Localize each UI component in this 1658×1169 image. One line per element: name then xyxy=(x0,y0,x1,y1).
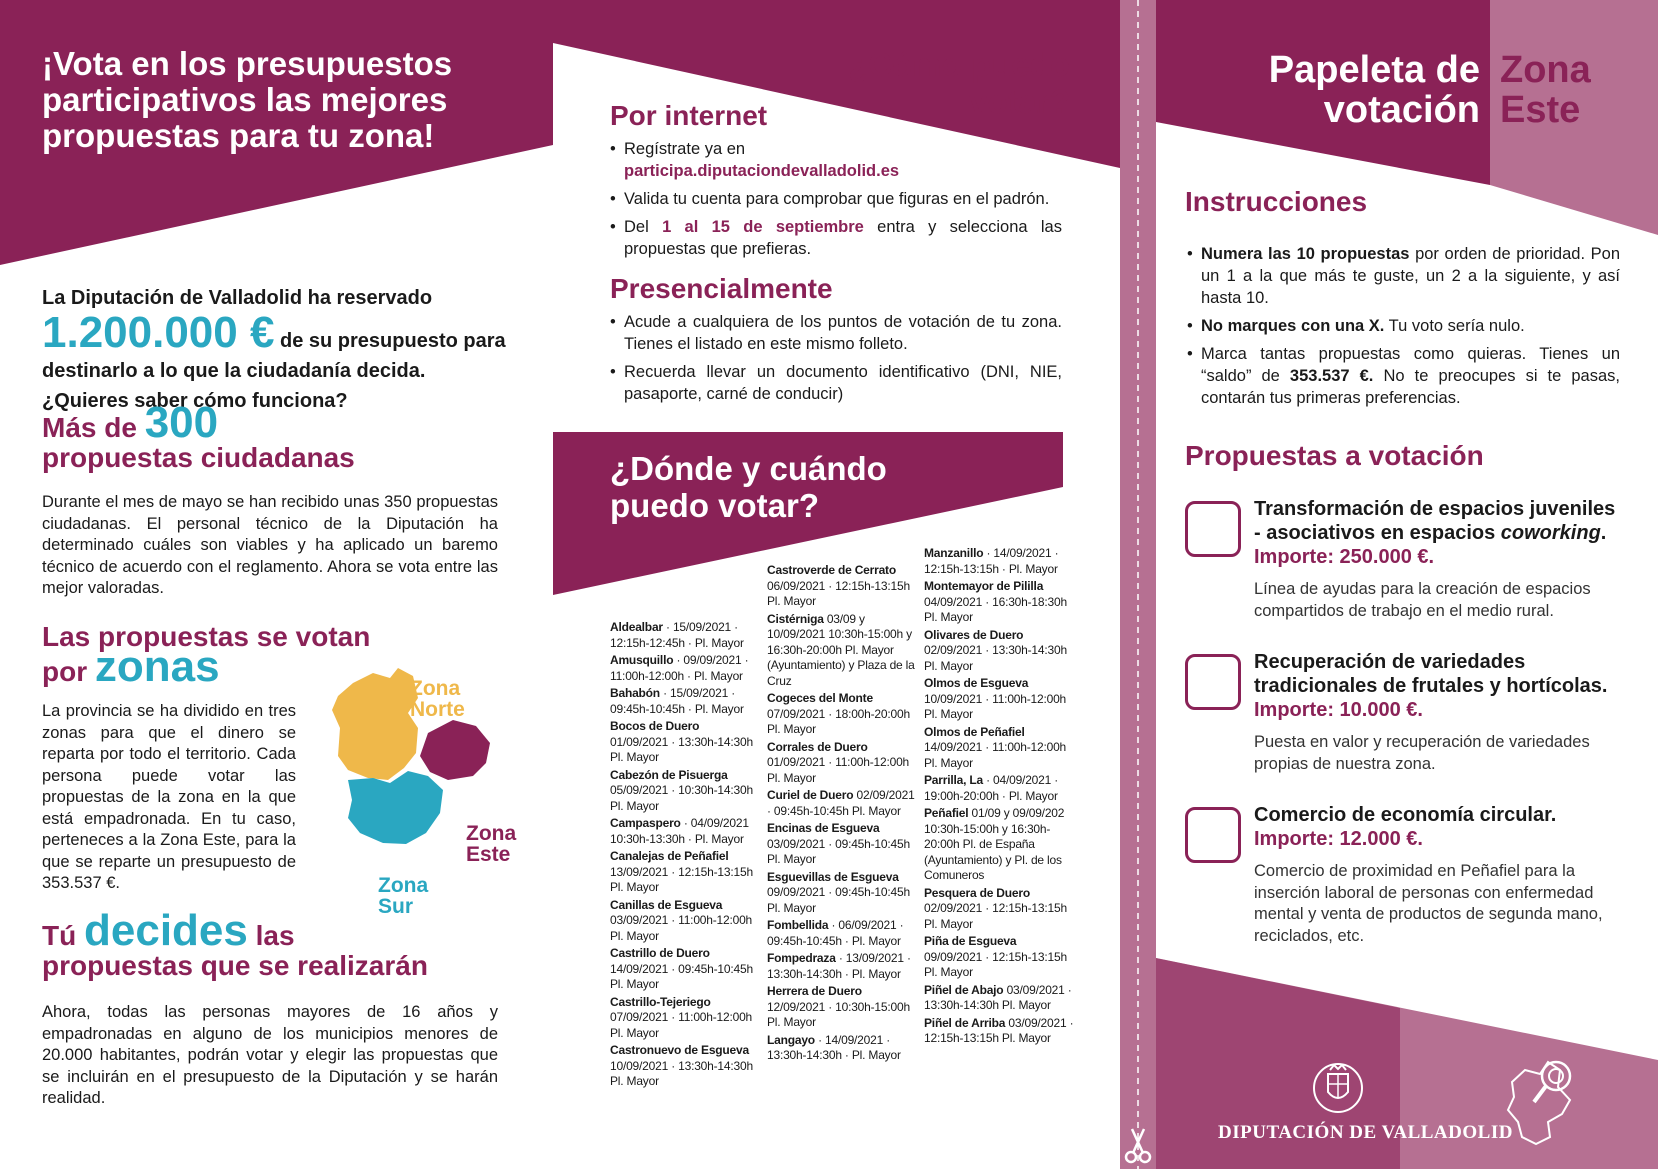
venue-name: Castronuevo de Esgueva xyxy=(610,1043,749,1057)
venue-info: 07/09/2021 · 18:00h-20:00h Pl. Mayor xyxy=(767,706,910,736)
presencial-list xyxy=(610,311,1062,411)
venues-column-1 xyxy=(610,620,760,1092)
proposal-desc: Puesta en valor y recuperación de variedades propias de nuestra zona. xyxy=(1254,733,1590,773)
venue-name: Olmos de Esgueva xyxy=(924,676,1029,690)
presencial-heading: Presencialmente xyxy=(610,273,833,304)
venue-entry xyxy=(610,898,760,945)
venue-entry xyxy=(767,612,917,690)
venue-name: Castrillo-Tejeriego xyxy=(610,994,711,1009)
proposal-title xyxy=(1254,803,1625,851)
ballot-zone-1: Zona xyxy=(1500,49,1591,91)
venue-info: · 13/09/2021 · 13:30h-14:30h · Pl. Mayor xyxy=(767,951,911,981)
zona-sur-label xyxy=(378,875,428,917)
venue-entry xyxy=(610,816,760,847)
venue-name: Piña de Esgueva xyxy=(924,934,1017,948)
venue-name: Manzanillo xyxy=(924,546,984,560)
venue-name: Amusquillo xyxy=(610,653,674,667)
where-title-1: ¿Dónde y cuándo xyxy=(610,450,887,487)
zona-norte-label xyxy=(410,678,465,720)
venue-entry xyxy=(924,1016,1074,1047)
venue-name: Fompedraza xyxy=(767,951,836,965)
how-vote-title-2: votar? xyxy=(969,83,1070,120)
venue-info: 02/09/2021 · 13:30h-14:30h Pl. Mayor xyxy=(924,643,1067,673)
venue-name: Campaspero xyxy=(610,816,681,830)
dates-suffix: entra y selecciona las propuestas que prefieras. xyxy=(624,218,1062,258)
venue-name: Cabezón de Pisuerga xyxy=(610,767,728,782)
venue-info: 07/09/2021 · 11:00h-12:00h Pl. Mayor xyxy=(610,1010,753,1040)
proposal-item xyxy=(1185,650,1625,775)
zona-norte-label-1: Zona xyxy=(410,677,461,700)
venue-info: 03/09/2021 · 12:15h-13:15h Pl. Mayor xyxy=(924,1015,1074,1045)
venues-column-3 xyxy=(924,546,1074,1049)
more-number: 300 xyxy=(144,398,219,447)
venue-entry xyxy=(767,740,917,787)
intro-line2: de su presupuesto para destinarlo a lo que la ciudadanía decida. ¿Quieres saber cómo funciona? xyxy=(42,330,506,412)
proposal-desc: Línea de ayudas para la creación de espacios compartidos de trabajo en el medio rural. xyxy=(1254,580,1591,620)
proposal-title-text: Comercio de economía circular. xyxy=(1254,804,1557,826)
internet-list xyxy=(610,138,1062,266)
presencial-item-2: • Recuerda llevar un documento identificativo (DNI, NIE, pasaporte, carné de conducir) xyxy=(610,361,1062,405)
venue-entry xyxy=(924,773,1074,804)
venue-entry xyxy=(924,546,1074,577)
ballot-zone xyxy=(1500,50,1650,130)
venue-name: Cogeces del Monte xyxy=(767,691,873,705)
proposal-title xyxy=(1254,650,1625,722)
venue-name: Canillas de Esgueva xyxy=(610,897,723,912)
venue-entry xyxy=(924,725,1074,772)
decides-line2: propuestas que se realizarán xyxy=(42,950,428,981)
venue-info: 01/09/2021 · 13:30h-14:30h Pl. Mayor xyxy=(610,734,753,764)
internet-heading: Por internet xyxy=(610,100,768,131)
venue-info: 03/09/2021 · 13:30h-14:30h Pl. Mayor xyxy=(924,982,1072,1012)
more-body: Durante el mes de mayo se han recibido unas 350 propuestas ciudadanas. El personal técnico de la Diputación ha determinado cuáles son viables y ha aplicado un baremo técnico de acuerdo con el reglamento. Ahora se vota entre las mejor valoradas. xyxy=(42,493,498,597)
venue-info: 05/09/2021 · 10:30h-14:30h Pl. Mayor xyxy=(610,783,753,813)
internet-item-dates xyxy=(610,216,1062,260)
venue-entry xyxy=(767,788,917,819)
coat-of-arms-icon xyxy=(1310,1060,1366,1116)
venue-info: 03/09/2021 · 09:45h-10:45h Pl. Mayor xyxy=(767,836,910,866)
instruction-3-c: No te preocupes si te pasas, contarán tus primeras preferencias. xyxy=(1201,367,1620,407)
venue-entry xyxy=(767,870,917,917)
venue-name: Langayo xyxy=(767,1032,815,1047)
instruction-1-bold: Numera las 10 propuestas xyxy=(1201,245,1410,263)
venue-info: 12/09/2021 · 10:30h-15:00h Pl. Mayor xyxy=(767,999,910,1029)
instruction-1-rest: por orden de prioridad. Pon un 1 a la que más te guste, un 2 a la siguiente, y así hasta 10. xyxy=(1201,245,1621,307)
venue-entry xyxy=(610,1043,760,1090)
instructions-list xyxy=(1187,243,1620,415)
diputacion-logo-text: DIPUTACIÓN DE VALLADOLID xyxy=(1218,1122,1513,1143)
how-vote-title-1: ¿Cómo puedo xyxy=(848,46,1070,83)
zona-este-label-2: Este xyxy=(466,843,511,866)
intro-text xyxy=(42,283,512,416)
venue-entry xyxy=(767,691,917,738)
instruction-2-bold: No marques con una X. xyxy=(1201,317,1385,335)
venue-info: · 15/09/2021 · 12:15h-12:45h · Pl. Mayor xyxy=(610,620,744,650)
zona-norte-shape xyxy=(332,668,418,780)
venue-info: 09/09/2021 · 09:45h-10:45h Pl. Mayor xyxy=(767,885,910,915)
venue-entry xyxy=(767,821,917,868)
venue-entry xyxy=(924,983,1074,1014)
proposal-checkbox[interactable] xyxy=(1185,501,1241,557)
internet-item-validate: • Valida tu cuenta para comprobar que figuras en el padrón. xyxy=(610,188,1062,210)
proposal-title-text: Transformación de espacios juveniles - asociativos en espacios xyxy=(1254,498,1616,544)
decides-tu: Tú xyxy=(42,920,84,951)
zona-este-label-1: Zona xyxy=(466,822,517,845)
venue-entry xyxy=(610,719,760,766)
venue-name: Corrales de Duero xyxy=(767,739,868,754)
province-map-icon xyxy=(1500,1052,1590,1152)
venue-info: 10/09/2021 · 13:30h-14:30h Pl. Mayor xyxy=(610,1058,753,1088)
venue-entry xyxy=(610,620,760,651)
venue-name: Curiel de Duero xyxy=(767,788,854,802)
venue-name: Montemayor de Pililla xyxy=(924,579,1044,593)
venue-entry xyxy=(924,934,1074,981)
internet-item-register xyxy=(610,138,1062,182)
zonas-prefix: Las propuestas se votan xyxy=(42,621,371,652)
venue-entry xyxy=(767,1033,917,1064)
ballot-title-2: votación xyxy=(1323,89,1480,131)
venue-name: Parrilla, La xyxy=(924,773,983,787)
venue-name: Encinas de Esgueva xyxy=(767,821,880,835)
panel1-title: ¡Vota en los presupuestos participativos las mejores propuestas para tu zona! xyxy=(42,45,453,154)
venue-name: Aldealbar xyxy=(610,620,663,634)
venue-name: Peñafiel xyxy=(924,806,969,820)
venue-name: Fombellida xyxy=(767,918,829,932)
venue-name: Olmos de Peñafiel xyxy=(924,724,1025,739)
ballot-title xyxy=(1160,50,1480,130)
venue-info: · 06/09/2021 · 09:45h-10:45h · Pl. Mayor xyxy=(767,918,904,948)
proposal-amount: Importe: 250.000 €. xyxy=(1254,546,1435,568)
venue-entry xyxy=(924,886,1074,933)
venue-info: · 15/09/2021 · 09:45h-10:45h · Pl. Mayor xyxy=(610,686,744,716)
how-vote-title xyxy=(760,46,1070,120)
instruction-3-bold: 353.537 €. xyxy=(1289,367,1374,385)
venue-name: Esguevillas de Esgueva xyxy=(767,869,899,884)
venue-name: Canalejas de Peñafiel xyxy=(610,849,729,863)
proposal-checkbox[interactable] xyxy=(1185,807,1241,863)
proposal-desc: Comercio de proximidad en Peñafiel para la inserción laboral de personas con enfermedad mental y venta de productos de segunda mano, reciclados, etc. xyxy=(1254,862,1603,945)
proposal-amount: Importe: 12.000 €. xyxy=(1254,828,1423,850)
zona-este-shape xyxy=(420,720,490,780)
venue-info: 14/09/2021 · 09:45h-10:45h Pl. Mayor xyxy=(610,961,753,991)
venue-entry xyxy=(767,563,917,610)
where-when-title xyxy=(610,450,1030,524)
participa-link[interactable]: participa.diputaciondevalladolid.es xyxy=(624,162,900,180)
zona-sur-label-2: Sur xyxy=(378,895,414,918)
proposal-checkbox[interactable] xyxy=(1185,654,1241,710)
venue-info: 13/09/2021 · 12:15h-13:15h Pl. Mayor xyxy=(610,864,753,894)
instruction-3-a: Marca tantas propuestas como quieras. Tienes un “saldo” de xyxy=(1201,345,1620,385)
venue-entry xyxy=(610,768,760,815)
venue-info: 03/09 y 10/09/2021 10:30h-15:00h y 16:30h-20:00h Pl. Mayor (Ayuntamiento) y Plaza de la Cruz xyxy=(767,611,915,688)
venue-name: Olivares de Duero xyxy=(924,627,1024,642)
venue-info: 03/09/2021 · 11:00h-12:00h Pl. Mayor xyxy=(610,913,753,943)
decides-word: decides xyxy=(84,906,248,955)
instruction-1 xyxy=(1187,243,1620,309)
intro-line1: La Diputación de Valladolid ha reservado xyxy=(42,287,433,309)
proposal-title-italic: coworking xyxy=(1500,522,1601,544)
venue-info: 02/09/2021 · 09:45h-10:45h Pl. Mayor xyxy=(767,788,915,818)
venue-entry xyxy=(610,653,760,684)
venue-entry xyxy=(767,918,917,949)
venue-entry xyxy=(924,676,1074,723)
proposal-item xyxy=(1185,803,1625,947)
venue-name: Cistérniga xyxy=(767,611,824,626)
venue-info: 09/09/2021 · 12:15h-13:15h Pl. Mayor xyxy=(924,949,1067,979)
presencial-item-1: • Acude a cualquiera de los puntos de votación de tu zona. Tienes el listado en este mismo folleto. xyxy=(610,311,1062,355)
instruction-2 xyxy=(1187,315,1620,337)
venue-name: Pesquera de Duero xyxy=(924,885,1030,900)
venue-info: 10/09/2021 · 11:00h-12:00h Pl. Mayor xyxy=(924,691,1067,721)
venue-entry xyxy=(924,579,1074,626)
budget-amount: 1.200.000 € xyxy=(42,308,275,357)
proposal-amount: Importe: 10.000 €. xyxy=(1254,699,1423,721)
venue-info: · 04/09/2021 10:30h-13:30h · Pl. Mayor xyxy=(610,816,749,846)
register-text: Regístrate ya en xyxy=(624,140,746,158)
venue-entry xyxy=(924,628,1074,675)
venue-name: Castrillo de Duero xyxy=(610,946,710,960)
venue-info: · 14/09/2021 · 12:15h-13:15h · Pl. Mayor xyxy=(924,546,1059,576)
zona-norte-label-2: Norte xyxy=(410,698,465,721)
zonas-body: La provincia se ha dividido en tres zonas para que el dinero se reparta por todo el territorio. Cada persona puede votar las propuestas de la zona en la que está empadronada. En tu caso, perteneces a la Zona Este, para la que se reparte un presupuesto de 353.537 €. xyxy=(42,702,296,892)
proposal-item xyxy=(1185,497,1625,622)
more-than-heading xyxy=(42,398,512,473)
instructions-heading: Instrucciones xyxy=(1185,186,1368,217)
venue-info: · 14/09/2021 · 13:30h-14:30h · Pl. Mayor xyxy=(767,1032,901,1062)
zonas-word: zonas xyxy=(94,642,220,691)
venue-info: 02/09/2021 · 12:15h-13:15h Pl. Mayor xyxy=(924,901,1067,931)
venues-column-2 xyxy=(767,563,917,1066)
venue-entry xyxy=(767,951,917,982)
more-prefix: Más de xyxy=(42,412,145,443)
ballot-title-1: Papeleta de xyxy=(1268,49,1480,91)
venue-info: 01/09 y 09/09/202 10:30h-15:00h y 16:30h-20:00h Pl. de España (Ayuntamiento) y Pl. de los Comuneros xyxy=(924,806,1065,882)
venue-name: Bahabón xyxy=(610,686,660,700)
proposal-title-text: Recuperación de variedades tradicionales de frutales y hortícolas. xyxy=(1254,651,1608,697)
venue-info: 06/09/2021 · 12:15h-13:15h Pl. Mayor xyxy=(767,578,910,608)
instruction-3 xyxy=(1187,343,1620,409)
zona-este-label xyxy=(466,823,516,865)
venue-name: Piñel de Arriba xyxy=(924,1015,1006,1030)
ballot-zone-2: Este xyxy=(1500,89,1581,131)
venue-entry xyxy=(767,984,917,1031)
zona-sur-label-1: Zona xyxy=(378,874,429,897)
venue-entry xyxy=(610,946,760,993)
proposal-title-sep: . xyxy=(1600,522,1607,544)
venue-entry xyxy=(924,806,1074,884)
zonas-por: por xyxy=(42,656,95,687)
venue-name: Castroverde de Cerrato xyxy=(767,563,896,577)
instruction-2-rest: Tu voto sería nulo. xyxy=(1384,317,1525,335)
venue-info: 01/09/2021 · 11:00h-12:00h Pl. Mayor xyxy=(767,755,910,785)
zona-sur-shape xyxy=(348,771,443,844)
proposals-heading: Propuestas a votación xyxy=(1185,440,1484,471)
decides-body: Ahora, todas las personas mayores de 16 años y empadronadas en alguno de los municipios menores de 20.000 habitantes, podrán votar y elegir las propuestas que se incluirán en el presupuesto de la Diputación y se harán realidad. xyxy=(42,1003,498,1107)
proposal-title xyxy=(1254,497,1625,569)
venue-entry xyxy=(610,686,760,717)
dates-range: 1 al 15 de septiembre xyxy=(662,218,864,236)
scissors-icon xyxy=(1122,1127,1154,1165)
venue-name: Piñel de Abajo xyxy=(924,982,1004,997)
venue-name: Herrera de Duero xyxy=(767,984,862,998)
decides-las: las xyxy=(247,920,295,951)
venue-info: · 04/09/2021 · 19:00h-20:00h · Pl. Mayor xyxy=(924,773,1059,803)
venue-info: 04/09/2021 · 16:30h-18:30h Pl. Mayor xyxy=(924,594,1067,624)
venue-info: 14/09/2021 · 11:00h-12:00h Pl. Mayor xyxy=(924,740,1067,770)
venue-entry xyxy=(610,849,760,896)
venue-name: Bocos de Duero xyxy=(610,719,700,733)
more-suffix: propuestas ciudadanas xyxy=(42,442,355,473)
where-title-2: puedo votar? xyxy=(610,487,820,524)
dates-prefix: Del xyxy=(624,218,663,236)
venue-entry xyxy=(610,995,760,1042)
venue-info: · 09/09/2021 · 11:00h-12:00h · Pl. Mayor xyxy=(610,653,749,683)
